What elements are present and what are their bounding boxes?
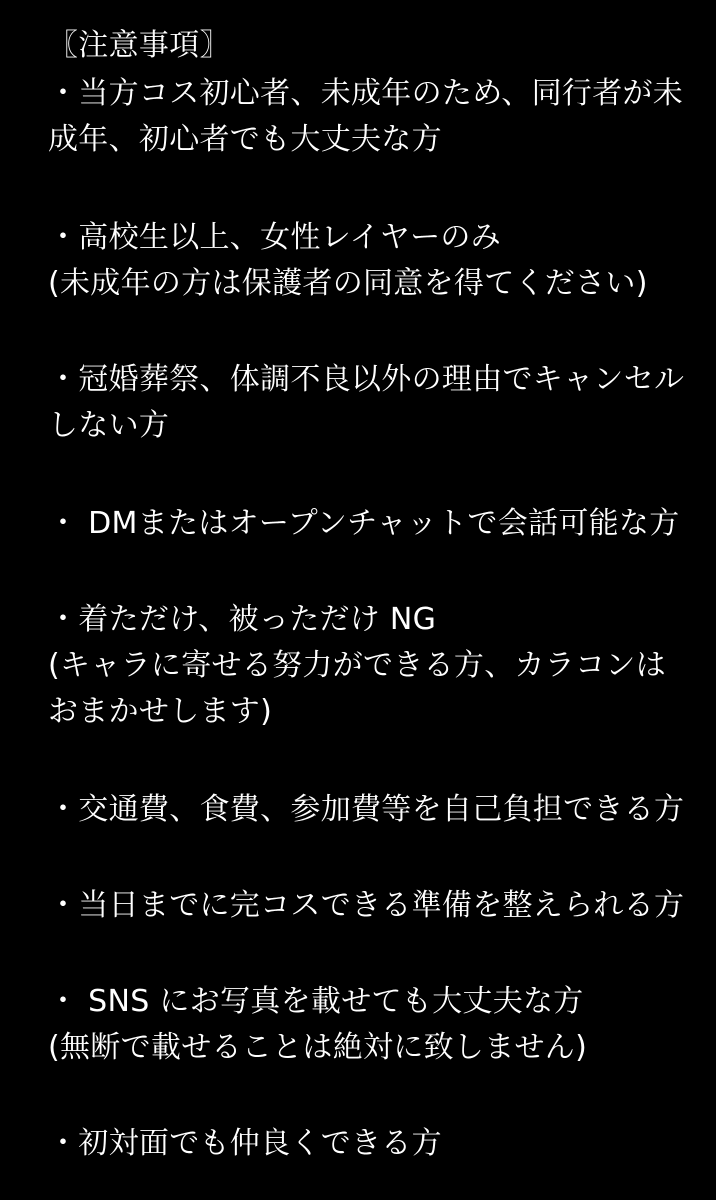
notice-line: ・当日までに完コスできる準備を整えられる方	[48, 888, 685, 923]
notice-line: (キャラに寄せる努力ができる方、カラコンは	[48, 648, 667, 683]
notice-line: ・交通費、食費、参加費等を自己負担できる方	[48, 792, 685, 827]
notice-line: ・着ただけ、被っただけ NG	[48, 602, 437, 637]
notice-line: (未成年の方は保護者の同意を得てください)	[48, 266, 648, 301]
notice-line: ・初対面でも仲良くできる方	[48, 1126, 442, 1161]
notice-line: ・冠婚葬祭、体調不良以外の理由でキャンセル	[48, 362, 685, 397]
notice-line: ・当方コス初心者、未成年のため、同行者が未	[48, 76, 684, 111]
notice-line: ・ DMまたはオープンチャットで会話可能な方	[48, 506, 680, 541]
notice-heading: 〖注意事項〗	[48, 28, 230, 63]
notice-line: 成年、初心者でも大丈夫な方	[48, 122, 442, 157]
notice-line: おまかせします)	[48, 694, 273, 729]
notice-line: ・ SNS にお写真を載せても大丈夫な方	[48, 984, 584, 1019]
notice-line: しない方	[48, 408, 170, 443]
notice-line: ・高校生以上、女性レイヤーのみ	[48, 220, 501, 255]
notice-line: (無断で載せることは絶対に致しません)	[48, 1030, 588, 1065]
